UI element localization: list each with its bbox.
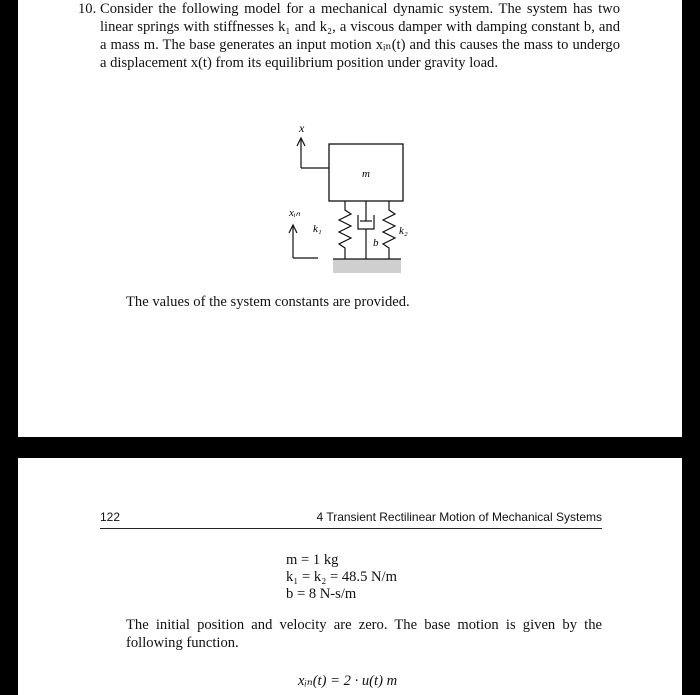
problem-number: 10. (78, 1, 97, 17)
initial-conditions-text: The initial position and velocity are zero. The base motion is given by the following function. (126, 617, 602, 651)
label-k2: k₂ (399, 225, 408, 237)
label-b: b (373, 237, 379, 249)
textbook-page-top (18, 0, 682, 437)
problem-statement (78, 0, 620, 72)
constant-damping: b = 8 N-s/m (286, 586, 357, 602)
damper-b (358, 201, 374, 259)
textbook-page-bottom (18, 458, 682, 695)
constants-block (286, 552, 397, 603)
base-ground (333, 259, 401, 273)
constant-mass: m = 1 kg (286, 552, 339, 568)
header-divider (100, 528, 602, 529)
spring-k1 (339, 201, 351, 259)
label-k1: k₁ (313, 223, 322, 235)
spring-k2 (383, 201, 395, 259)
spring-mass-damper-diagram (273, 118, 433, 280)
chapter-title: 4 Transient Rectilinear Motion of Mechanical Systems (316, 510, 602, 524)
x-arrow (297, 138, 329, 168)
base-motion-formula: xᵢₙ(t) = 2 · u(t) m (298, 673, 398, 689)
label-x: x (299, 121, 305, 135)
label-xin: xᵢₙ (289, 207, 301, 219)
page-number: 122 (100, 510, 121, 524)
label-m: m (362, 168, 370, 180)
caption-constants: The values of the system constants are provided. (126, 294, 410, 310)
constant-stiffness: k₁ = k₂ = 48.5 N/m (286, 569, 397, 585)
problem-text: Consider the following model for a mechanical dynamic system. The system has two linear springs with stiffnesses k₁ and k₂, a viscous damper with damping constant b, and a mass m. The base generates an input motion xᵢₙ(t) and this causes the mass to undergo a displacement x(t) from its equilibrium position under gravity load. (100, 1, 620, 71)
